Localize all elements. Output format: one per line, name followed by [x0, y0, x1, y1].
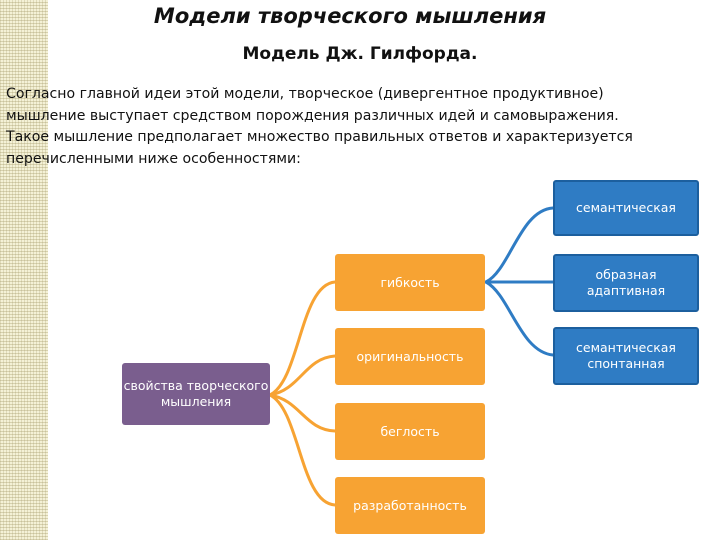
type-node-semantic-spontaneous: семантическая спонтанная: [553, 327, 699, 385]
connector-root-to-flexibility: [270, 282, 335, 395]
property-node-elaboration: разработанность: [335, 477, 485, 534]
connector-root-to-fluency: [270, 395, 335, 431]
intro-line: Такое мышление предполагает множество правильных ответов и характеризуется: [6, 129, 633, 145]
connector-flexibility-to-semantic: [486, 208, 553, 282]
connector-flexibility-to-spontaneous: [486, 282, 553, 355]
intro-line: мышление выступает средством порождения различных идей и самовыражения.: [6, 107, 619, 124]
page-subtitle: Модель Дж. Гилфорда.: [242, 44, 478, 64]
type-node-figural-adaptive: образная адаптивная: [553, 254, 699, 312]
intro-line: Согласно главной идеи этой модели, творческое (дивергентное продуктивное): [6, 86, 604, 102]
connector-root-to-originality: [270, 356, 335, 395]
page-title: Модели творческого мышления: [153, 4, 547, 28]
root-node: свойства творческого мышления: [122, 363, 270, 425]
intro-line: перечисленными ниже особенностями:: [6, 150, 301, 167]
type-node-semantic: семантическая: [553, 180, 699, 236]
property-node-originality: оригинальность: [335, 328, 485, 385]
property-node-fluency: беглость: [335, 403, 485, 460]
connector-root-to-elaboration: [270, 395, 335, 505]
property-node-flexibility: гибкость: [335, 254, 485, 311]
